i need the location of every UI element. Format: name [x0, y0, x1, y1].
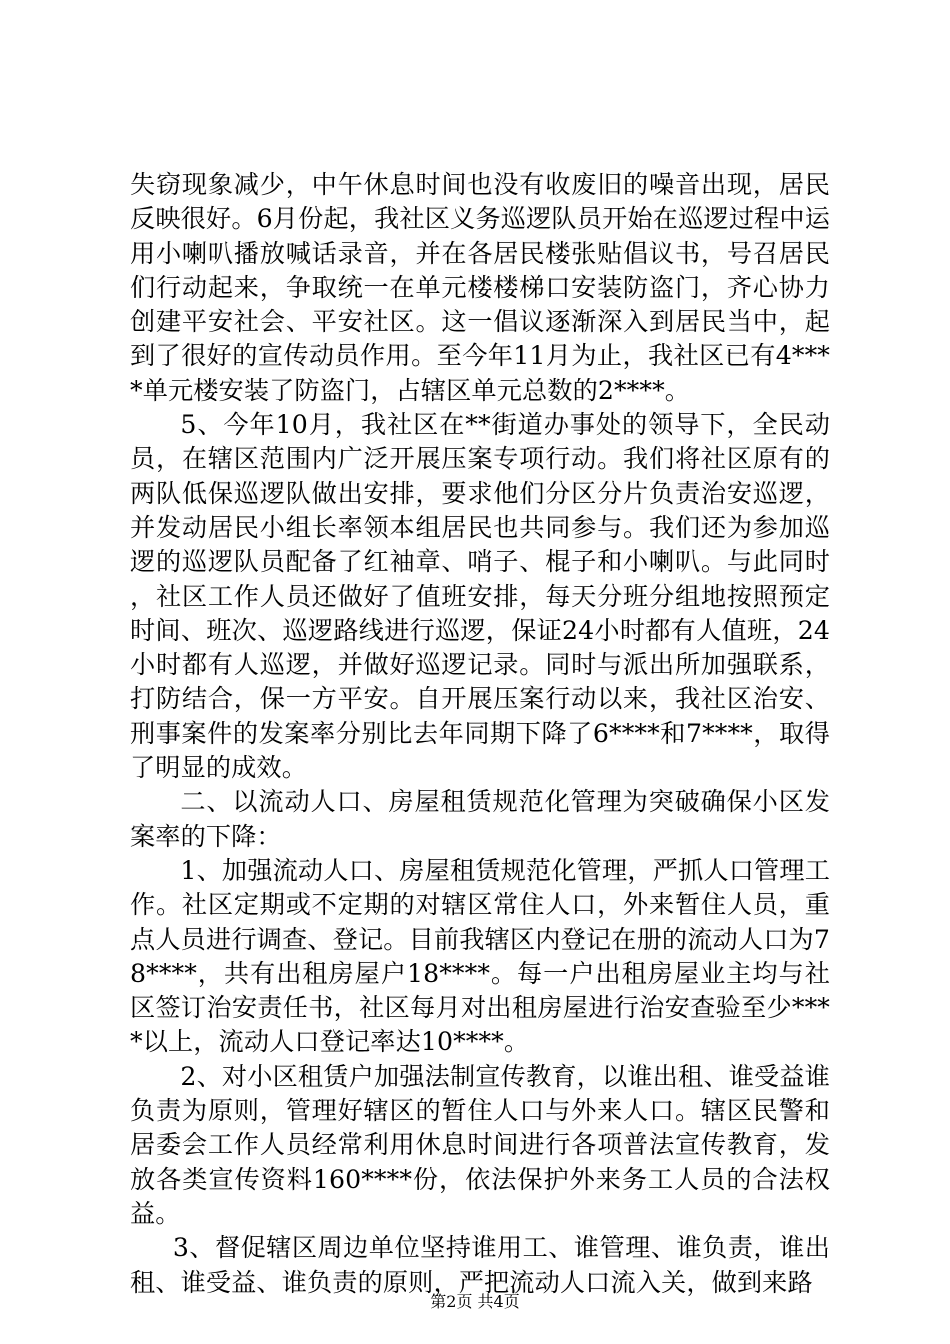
section-heading-2: 二、以流动人口、房屋租赁规范化管理为突破确保小区发案率的下降： [130, 787, 830, 851]
paragraph-item-2: 2、对小区租赁户加强法制宣传教育，以谁出租、谁受益谁负责为原则，管理好辖区的暂住人口与外来人口。辖区民警和居委会工作人员经常利用休息时间进行各项普法宣传教育，发放各类宣传资料160****份，依法保护外来务工人员的合法权益。 [130, 1061, 830, 1228]
document-body [130, 168, 830, 1300]
paragraph-item-1: 1、加强流动人口、房屋租赁规范化管理，严抓人口管理工作。社区定期或不定期的对辖区常住人口，外来暂住人员，重点人员进行调查、登记。目前我辖区内登记在册的流动人口为78****，共有出租房屋户18****。每一户出租房屋业主均与社区签订治安责任书，社区每月对出租房屋进行治安查验至少****以上，流动人口登记率达10****。 [130, 855, 830, 1057]
paragraph-continued: 失窃现象减少，中午休息时间也没有收废旧的噪音出现，居民反映很好。6月份起，我社区义务巡逻队员开始在巡逻过程中运用小喇叭播放喊话录音，并在各居民楼张贴倡议书，号召居民们行动起来，争取统一在单元楼楼梯口安装防盗门，齐心协力创建平安社会、平安社区。这一倡议逐渐深入到居民当中，起到了很好的宣传动员作用。至今年11月为止，我社区已有4****单元楼安装了防盗门，占辖区单元总数的2****。 [130, 170, 830, 405]
paragraph-item-5: 5、今年10月，我社区在**街道办事处的领导下，全民动员，在辖区范围内广泛开展压案专项行动。我们将社区原有的两队低保巡逻队做出安排，要求他们分区分片负责治安巡逻，并发动居民小组长率领本组居民也共同参与。我们还为参加巡逻的巡逻队员配备了红袖章、哨子、棍子和小喇叭。与此同时，社区工作人员还做好了值班安排，每天分班分组地按照预定时间、班次、巡逻路线进行巡逻，保证24小时都有人值班，24小时都有人巡逻，并做好巡逻记录。同时与派出所加强联系，打防结合，保一方平安。自开展压案行动以来，我社区治安、刑事案件的发案率分别比去年同期下降了6****和7****，取得了明显的成效。 [130, 410, 830, 783]
page-number-footer: 第2页 共4页 [430, 1292, 520, 1311]
paragraph-item-3: 3、督促辖区周边单位坚持谁用工、谁管理、谁负责，谁出租、谁受益、谁负责的原则，严把流动人口流入关，做到来路 [130, 1233, 830, 1297]
